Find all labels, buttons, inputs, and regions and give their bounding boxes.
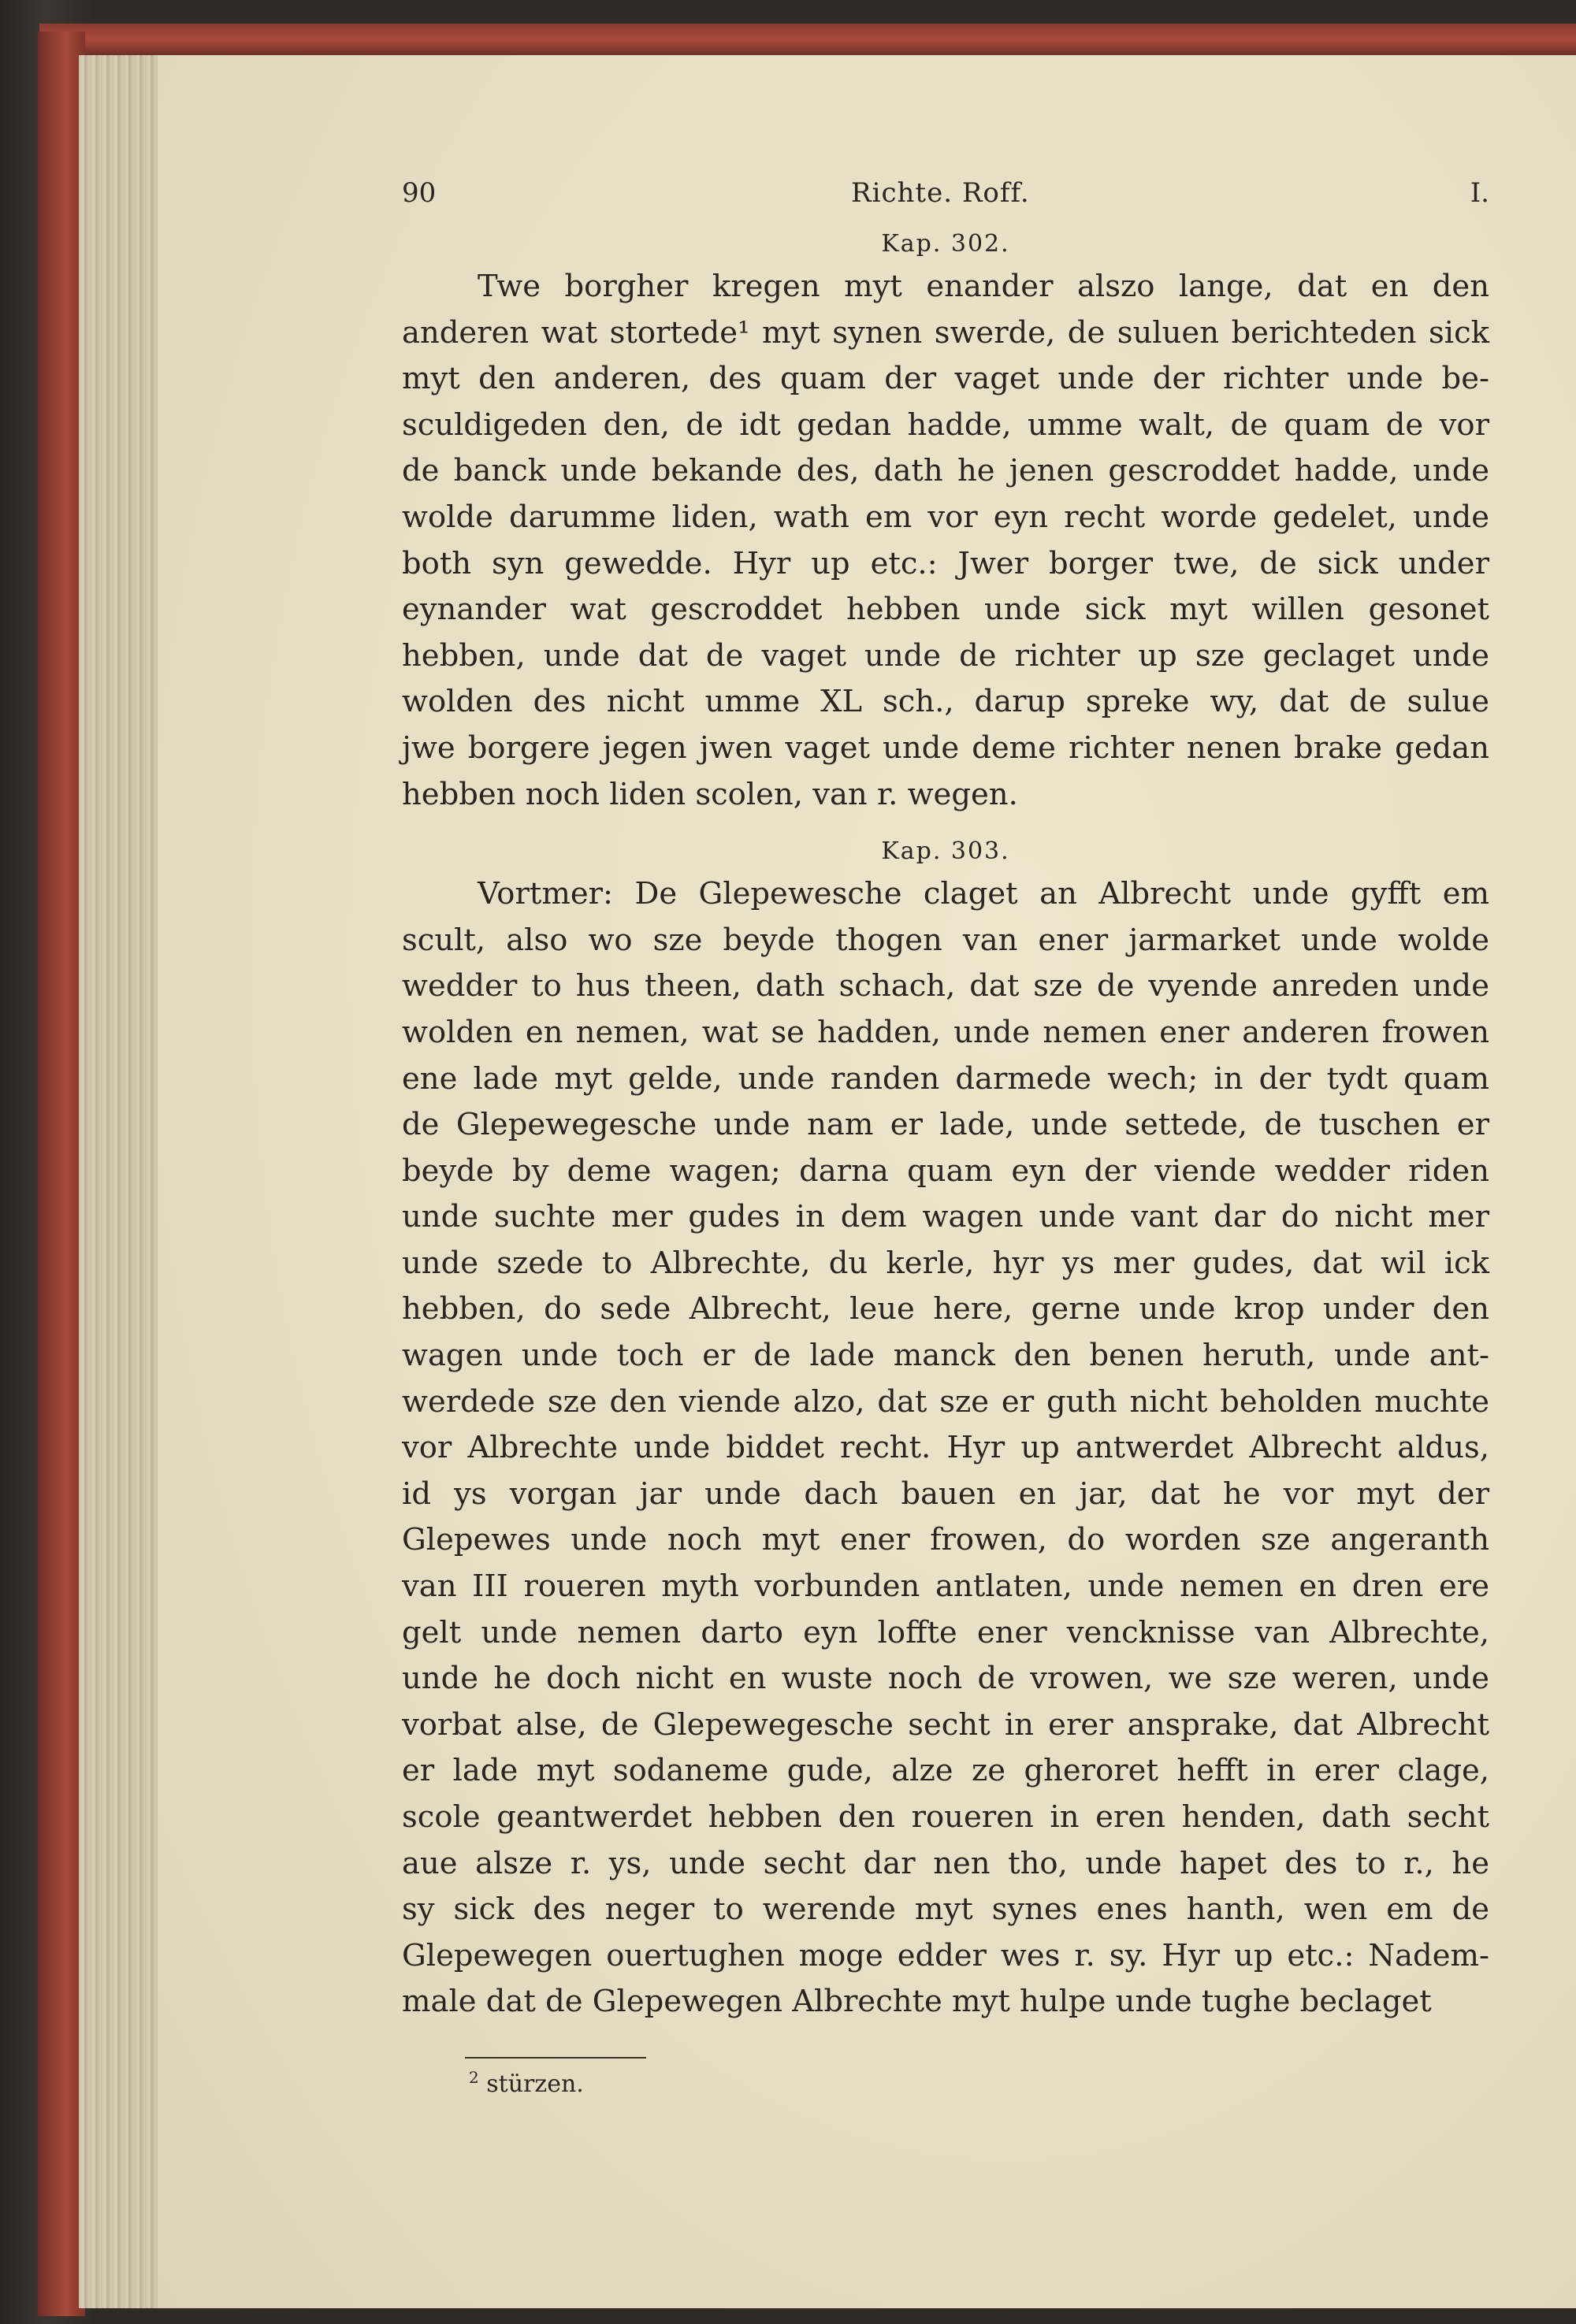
text-line: unde szede to Albrechte, du kerle, hyr ys mer gudes, dat wil ick	[402, 1245, 1489, 1281]
page-stack	[79, 55, 165, 2308]
footnote-mark: 2	[469, 2067, 479, 2087]
text-line: hebben, unde dat de vaget unde de richter up sze geclaget unde	[402, 637, 1489, 674]
text-line: both syn gewedde. Hyr up etc.: Jwer borger twe, de sick under	[402, 545, 1489, 581]
text-line: jwe borgere jegen jwen vaget unde deme richter nenen brake gedan	[402, 729, 1489, 766]
text-line: scole geantwerdet hebben den roueren in eren henden, dath secht	[402, 1799, 1489, 1835]
running-title: Richte. Roff.	[851, 177, 1030, 209]
text-line: Glepewes unde noch myt ener frowen, do worden sze angeranth	[402, 1522, 1489, 1558]
text-line: anderen wat stortede¹ myt synen swerde, de suluen berichteden sick	[402, 314, 1489, 351]
text-line: van III roueren myth vorbunden antlaten, unde nemen en dren ere	[402, 1569, 1489, 1605]
page-number: 90	[402, 177, 437, 209]
text-line: vorbat alse, de Glepewegesche secht in erer ansprake, dat Albrecht	[402, 1706, 1489, 1743]
book-edge-left	[38, 32, 85, 2316]
text-line: scult, also wo sze beyde thogen van ener jarmarket unde wolde	[402, 922, 1489, 958]
text-line: id ys vorgan jar unde dach bauen en jar, dat he vor myt der	[402, 1476, 1489, 1512]
footnote-rule	[465, 2057, 646, 2059]
chapter-title: Kap. 302.	[881, 230, 1010, 258]
text-line: werdede sze den viende alzo, dat sze er guth nicht beholden muchte	[402, 1383, 1489, 1420]
text-line: wolden en nemen, wat se hadden, unde nemen ener anderen frowen	[402, 1014, 1489, 1050]
chapter-302-text	[402, 264, 1489, 818]
chapter-303-text	[402, 871, 1489, 2025]
text-line: beyde by deme wagen; darna quam eyn der viende wedder riden	[402, 1153, 1489, 1189]
text-line: aue alsze r. ys, unde secht dar nen tho, unde hapet des to r., he	[402, 1845, 1489, 1881]
text-line: sy sick des neger to werende myt synes enes hanth, wen em de	[402, 1891, 1489, 1928]
chapter-title: Kap. 303.	[881, 837, 1010, 866]
running-header	[402, 177, 1489, 225]
text-line: wagen unde toch er de lade manck den benen heruth, unde ant-	[402, 1338, 1489, 1374]
text-line: unde suchte mer gudes in dem wagen unde vant dar do nicht mer	[402, 1199, 1489, 1235]
text-line: male dat de Glepewegen Albrechte myt hulpe unde tughe beclaget	[402, 1984, 1432, 2020]
book-edge-top	[39, 24, 1576, 55]
text-line: hebben noch liden scolen, van r. wegen.	[402, 776, 1018, 812]
text-line: wolde darumme liden, wath em vor eyn recht worde gedelet, unde	[402, 499, 1489, 535]
text-line: Glepewegen ouertughen moge edder wes r. sy. Hyr up etc.: Nadem-	[402, 1937, 1489, 1973]
text-line: er lade myt sodaneme gude, alze ze gheroret hefft in erer clage,	[402, 1753, 1489, 1789]
footnote	[469, 2068, 1489, 2098]
volume-number: I.	[1470, 177, 1489, 209]
text-line: Twe borgher kregen myt enander alszo lange, dat en den	[478, 269, 1489, 304]
text-line: wedder to hus theen, dath schach, dat sze de vyende anreden unde	[402, 968, 1489, 1004]
text-line: eynander wat gescroddet hebben unde sick myt willen gesonet	[402, 592, 1489, 628]
text-line: ene lade myt gelde, unde randen darmede wech; in der tydt quam	[402, 1060, 1489, 1097]
text-line: sculdigeden den, de idt gedan hadde, umme walt, de quam de vor	[402, 407, 1489, 443]
text-line: unde he doch nicht en wuste noch de vrowen, we sze weren, unde	[402, 1661, 1489, 1697]
text-line: gelt unde nemen darto eyn loffte ener vencknisse van Albrechte,	[402, 1614, 1489, 1650]
text-line: wolden des nicht umme XL sch., darup spreke wy, dat de sulue	[402, 684, 1489, 720]
text-line: de banck unde bekande des, dath he jenen gescroddet hadde, unde	[402, 453, 1489, 489]
text-line: vor Albrechte unde biddet recht. Hyr up antwerdet Albrecht aldus,	[402, 1430, 1489, 1466]
text-line: myt den anderen, des quam der vaget unde der richter unde be-	[402, 361, 1489, 397]
text-line: de Glepewegesche unde nam er lade, unde settede, de tuschen er	[402, 1107, 1489, 1143]
text-line: Vortmer: De Glepewesche claget an Albrecht unde gyfft em	[478, 876, 1489, 912]
text-line: hebben, do sede Albrecht, leue here, gerne unde krop under den	[402, 1291, 1489, 1327]
page-content	[402, 177, 1489, 2098]
footnote-text: stürzen.	[486, 2070, 584, 2098]
